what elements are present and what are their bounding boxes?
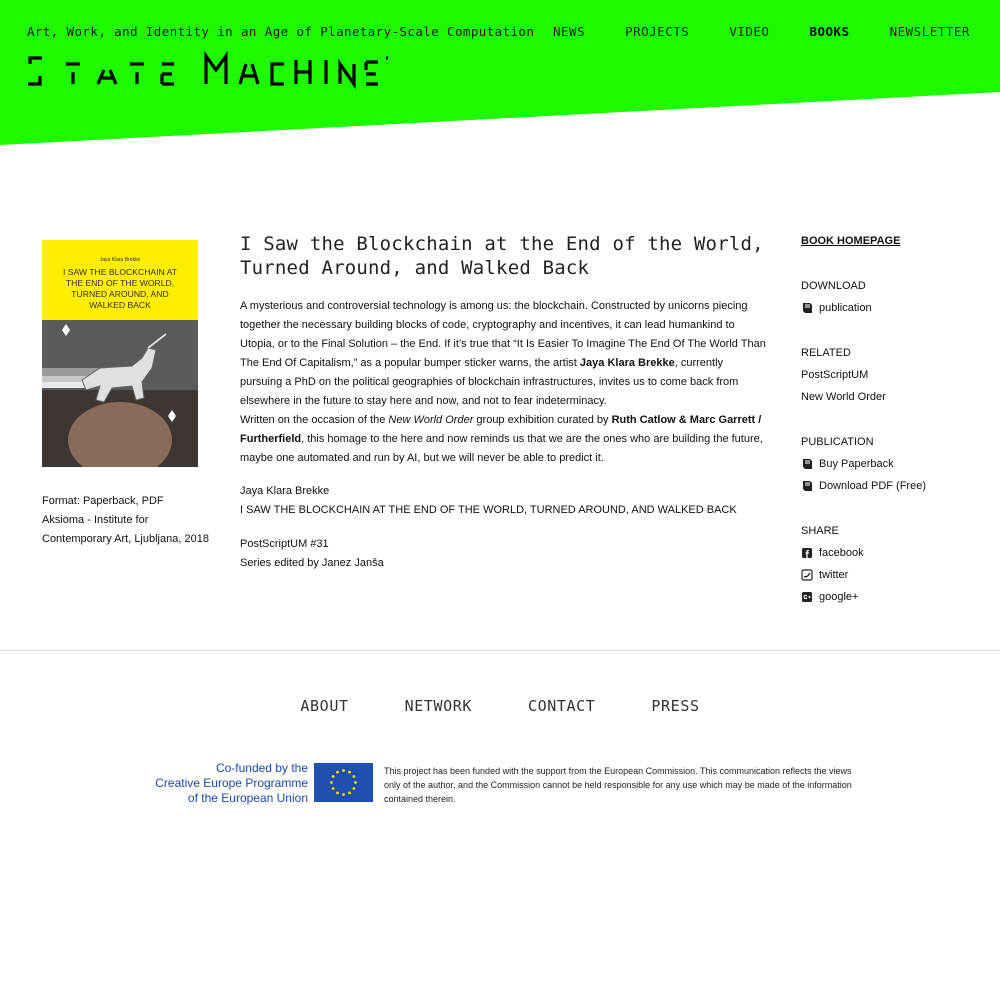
description-paragraph: A mysterious and controversial technology is among us: the blockchain. Constructed by unicorns piecing together the necessary building blocks of code, cryptography and incentives, it can lead humankind to Utopia, or to the Final Solution – the End. If it’s true that “It Is Easier To Imagine The End Of The World Than The End Of Capitalism,” as a popular bumper sticker warns, the artist Jaya Klara Brekke, currently pursuing a PhD on the political geographies of blockchain infrastructures, invites us to come back from elsewhere in the future to stay here and now, and not to fear indeterminacy. <box>240 300 766 407</box>
footer-link-press[interactable]: PRESS <box>651 697 700 715</box>
sidebar-share <box>801 520 991 608</box>
related-link-postscriptum[interactable]: PostScriptUM <box>801 369 869 381</box>
book-icon <box>801 458 813 470</box>
eu-disclaimer: This project has been funded with the support from the European Commission. This communication reflects the views only of the author, and the Commission cannot be held responsible for any use which may be made of the information contained therein. <box>384 766 852 804</box>
eu-star <box>332 775 335 778</box>
eu-star <box>332 787 335 790</box>
book-description <box>240 297 768 468</box>
eu-flag-icon <box>314 763 373 802</box>
related-heading: RELATED <box>801 347 851 359</box>
nav-newsletter[interactable]: NEWSLETTER <box>889 24 970 39</box>
buy-paperback-link[interactable] <box>801 453 991 475</box>
sidebar-related <box>801 342 991 408</box>
book-title-line: Turned Around, and Walked Back <box>240 257 590 279</box>
site-logo[interactable] <box>28 50 388 90</box>
book-icon <box>801 480 813 492</box>
eu-star <box>330 781 333 784</box>
footer-link-network[interactable]: NETWORK <box>404 697 472 715</box>
eu-star <box>348 771 351 774</box>
eu-text-line: Co-funded by the <box>215 761 308 775</box>
description-paragraph: Written on the occasion of the New World Order group exhibition curated by Ruth Catlow & Marc Garrett / Furtherfield, this homage to the here and now reminds us that we are the ones who are building the future, maybe one automated and run by AI, but we will never be able to predict it. <box>240 414 763 464</box>
eu-text-line: Creative Europe Programme <box>155 776 308 790</box>
footer-nav <box>0 697 1000 715</box>
twitter-label: twitter <box>819 569 849 581</box>
nav-projects[interactable]: PROJECTS <box>625 24 690 39</box>
book-series <box>240 535 760 573</box>
share-google-link[interactable] <box>801 586 991 608</box>
nav-books[interactable]: BOOKS <box>809 24 850 39</box>
share-facebook-link[interactable] <box>801 542 991 564</box>
book-icon <box>801 302 813 314</box>
eu-star <box>342 793 345 796</box>
book-title <box>240 232 770 280</box>
eu-star <box>336 771 339 774</box>
cover-title-line: WALKED BACK <box>89 300 151 310</box>
footer-divider <box>0 650 1000 651</box>
publication-heading: PUBLICATION <box>801 436 874 448</box>
footer-link-contact[interactable]: CONTACT <box>528 697 596 715</box>
eu-star <box>352 775 355 778</box>
series-editor: Series edited by Janez Janša <box>240 557 384 569</box>
eu-star <box>348 791 351 794</box>
sidebar-publication <box>801 431 991 497</box>
download-publication-link[interactable] <box>801 297 991 319</box>
twitter-icon <box>801 569 813 581</box>
share-heading: SHARE <box>801 525 839 537</box>
book-publisher: Contemporary Art, Ljubljana, 2018 <box>42 533 209 545</box>
cover-title-line: THE END OF THE WORLD, <box>65 278 175 288</box>
facebook-label: facebook <box>819 547 864 559</box>
series-name: PostScriptUM #31 <box>240 538 329 550</box>
eu-star <box>342 769 345 772</box>
eu-star <box>352 787 355 790</box>
eu-text-line: of the European Union <box>187 791 308 805</box>
nav-video[interactable]: VIDEO <box>729 24 770 39</box>
book-publisher: Aksioma - Institute for <box>42 514 149 526</box>
book-meta <box>42 492 212 549</box>
share-twitter-link[interactable] <box>801 564 991 586</box>
footer-link-about[interactable]: ABOUT <box>300 697 349 715</box>
cover-title-line: I SAW THE BLOCKCHAIN AT <box>63 267 177 277</box>
book-title-line: I Saw the Blockchain at the End of the World, <box>240 233 764 255</box>
buy-paperback-label: Buy Paperback <box>819 458 894 470</box>
cover-author: Jaya Klara Brekke <box>99 257 141 263</box>
book-format: Format: Paperback, PDF <box>42 495 164 507</box>
book-homepage-link[interactable]: BOOK HOMEPAGE <box>801 235 901 247</box>
download-pdf-label: Download PDF (Free) <box>819 480 926 492</box>
sidebar-download <box>801 275 991 319</box>
credit-author: Jaya Klara Brekke <box>240 485 330 497</box>
credit-title: I SAW THE BLOCKCHAIN AT THE END OF THE WORLD, TURNED AROUND, AND WALKED BACK <box>240 504 737 516</box>
download-heading: DOWNLOAD <box>801 280 866 292</box>
eu-cofunded-text <box>148 761 308 806</box>
cover-title-line: TURNED AROUND, AND <box>71 289 169 299</box>
sidebar-homepage <box>801 230 991 252</box>
book-cover-image <box>42 240 198 467</box>
facebook-icon <box>801 547 813 559</box>
eu-star <box>336 791 339 794</box>
download-link-label: publication <box>819 302 872 314</box>
book-credits <box>240 482 760 520</box>
site-tagline: Art, Work, and Identity in an Age of Planetary-Scale Computation <box>27 24 535 39</box>
main-nav <box>553 24 970 39</box>
related-link-new-world-order[interactable]: New World Order <box>801 391 886 403</box>
google-plus-label: google+ <box>819 591 859 603</box>
download-pdf-link[interactable] <box>801 475 991 497</box>
eu-star <box>354 781 357 784</box>
google-plus-icon <box>801 591 813 603</box>
nav-news[interactable]: NEWS <box>553 24 586 39</box>
